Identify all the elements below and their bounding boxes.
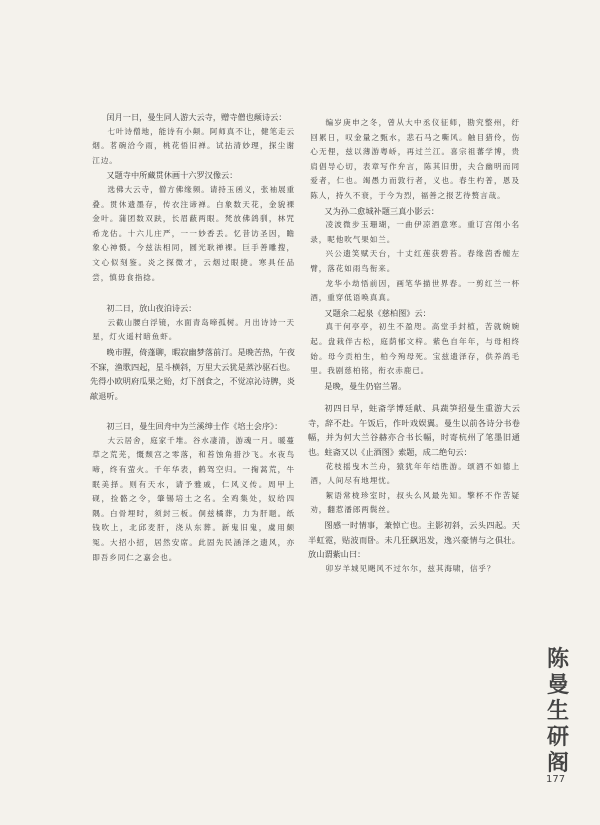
paragraph: 初三日，曼生回舟中为兰溪绅士作《培土会序》： (106, 421, 283, 432)
paragraph: 初二日，放山夜泊诗云： (106, 303, 197, 314)
left-column (90, 110, 295, 565)
quoted-verse: 龙华小劫悟前因，画笔华描世界春。一剪红兰一杯酒，重穿低语唤真真。 (310, 278, 520, 303)
quoted-verse: 花枝摇曳木兰舟，猿犹年年结胜游。颂酒不如德上酒，人间尽有地埋忧。 (310, 461, 520, 486)
paragraph: 初四日早，蛀斋学博廷献、具蔬笋招曼生重游大云寺，辞不赴。午饭后，作叶戏娱翼。曼生以前各诗分书卷幅，并为何大兰谷赫亦合书长幅，时寄杭州了笔墨旧通也。蛀斋又以《止酒图》索题，成二绝句云： (308, 403, 520, 458)
paragraph: 又题寺中所藏贯休画十六罗汉像云： (106, 170, 238, 181)
seal-stamp (542, 646, 574, 776)
quoted-verse: 云截山腰白浮镜，水面青岛啼孤树。月出诗诗一天星，灯火遥村暗鱼虾。 (92, 317, 295, 342)
paragraph: 又题余二起泉《慈柏图》云： (324, 307, 431, 318)
quoted-verse: 大云居舍，庭家千堆。谷水凄清，游魂一月。暖蔓草之荒芜，慨颓宫之零落，和苔蚀角措沙飞。水夜鸟啼，终有萤火。千年华表，鹤驾空归。一掬蒿荒，牛眠美择。则有天水，请予雅戚，仁风义传。周甲上砚，捡骼之令，肇锡培土之名。全鸡集处，奴给四隅。白骨埋时，须封三板。侗兹橘葬，力为肝题。纸钱吹上，北邱麦肝，浇从东葬。新鬼旧鬼，虞用颇冤。大招小招，居然安席。此固先民涵泽之遗风，亦即吾乡同仁之嘉会也。 (92, 435, 295, 562)
quoted-verse: 真干何亭亭，初生不盈咫。高堂手封植，苦就婉婉起。盘栽伴古松，庭荫郁文梓。紫色自年年，与母相终始。母今贡柏生，柏今殉母死。宝兹遗泽存，供养鸽毛里。我剧慈柏铭，衔衣赤鹿已。 (310, 322, 520, 376)
seal-character: 研 (546, 724, 569, 750)
seal-character: 阁 (546, 750, 569, 776)
seal-character: 生 (546, 698, 569, 724)
paragraph: 晚市腥，倚蓬聊，暇寂幽梦落前汀。是晚苦热，午夜不寐，渔歌四起，星斗横斜，万里大云犹是蒸沙驱石也。先得小欧明府瓜果之贻，灯下剖食之，不觉凉沁诗脾，炎歊退听。 (90, 346, 295, 401)
quoted-verse: 凌波微步玉珊瑚，一曲伊凉酒意寒。重订宫闱小名录，呢他吹气果如兰。 (310, 220, 520, 244)
page-number: 177 (546, 774, 566, 785)
right-column (308, 116, 520, 576)
seal-character: 曼 (546, 672, 569, 698)
quoted-verse: 编岁庚申之冬，曾从大中丞仪征师，勘究整州，纡回累日，叹金量之甄水，悲石马之嘶风。触目猎伶，伤心无俚，兹以薄游粤峤，再过兰江。喜宗祖蕃学博，贵肩倡导心切，表章写作弁言，陈其旧册，夫合幽明而同爱者，仁也。竭愚力而敦行者，义也。春生杓普，恩及陈人，持久不衰，于今为烈，福善之报艺待赘言哉。 (310, 118, 520, 200)
quoted-verse: 选佛大云寺，僧方佛缘频。请持玉函义，张袖展重叠。贯休遗墨存，传衣注谛禅。白象数天花，金貌裸金叶。蒲团数双趺，长眉蔽两眼。梵放佛鸽驯，林咒希龙估。十六儿庄严，一一妙香丢。忆昔访圣因，瞻象心神慑。今兹法相同，圆光耿禅裸。巨手善雕搜，文心似刻鉴。炎之探微才，云烟过眼捷。寒具任品尝，慎毋食指捻。 (92, 184, 295, 282)
quoted-verse: 七叶诗僧地，能诗有小颠。阿师真不让，健笔走云烟。茗碗洽今雨，桃花悟旧禅。试拈清妙理，探尘谢江边。 (92, 126, 295, 165)
quoted-verse: 絮语常栊珍室时，叔头么风最先知。擎杯不作苦疑劝，翻惹潘郎两鬓丝。 (310, 490, 520, 515)
paragraph: 图感一时情事，兼悼亡也。主影初斜，云头四起。天半虹霓，贴波而卧。未几狂飙迅发，逸兴豪情与之俱壮。放山谓紫山曰： (308, 520, 520, 560)
paragraph: 闰月一日，曼生同人游大云寺，赠寺僧也颠诗云： (106, 112, 287, 122)
paragraph: 又为孙二愈城补题三真小影云： (324, 205, 440, 216)
seal-character: 陈 (546, 646, 569, 672)
quoted-verse: 卯岁羊城见飓风不过尔尔，兹其海啸，信乎？ (325, 563, 496, 573)
quoted-verse: 兴公遗笑赋天台，十丈红莲获碧苔。春缘茵香缠左臂，落花如雨鸟衔来。 (310, 249, 520, 273)
paragraph: 是晚，曼生仍宿兰署。 (324, 380, 407, 391)
